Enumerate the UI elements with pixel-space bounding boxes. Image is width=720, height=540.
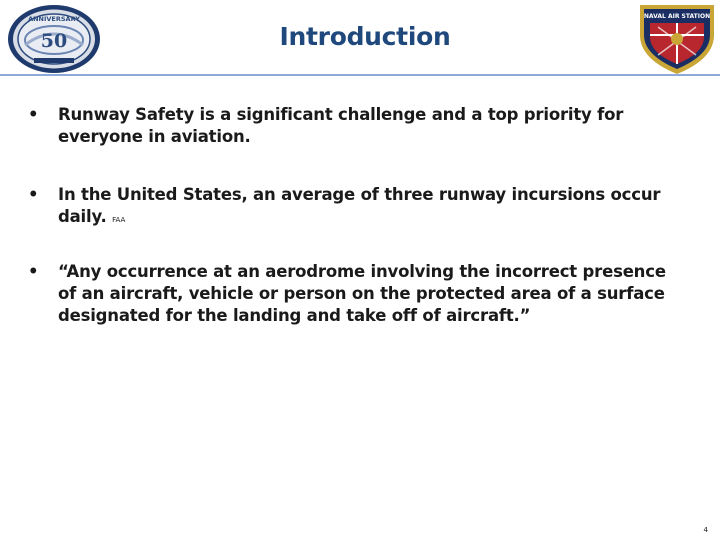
naval-air-station-logo: [636, 3, 718, 75]
bullet-text: In the United States, an average of three runway incursions occur daily.: [58, 185, 661, 226]
bullet-item: [28, 261, 688, 327]
page-title: Introduction: [279, 22, 451, 51]
bullet-text: “Any occurrence at an aerodrome involving the incorrect presence of an aircraft, vehicle or person on the protected area of a surface designated for the landing and take off of aircraft.”: [58, 262, 666, 325]
seal-top-text: ANNIVERSARY: [28, 15, 80, 23]
bullet-list: [28, 104, 688, 327]
naval-air-station-badge-icon: [636, 3, 718, 75]
page-number: 4: [703, 526, 708, 534]
bullet-item: [28, 184, 688, 231]
bullet-item: [28, 104, 688, 148]
header-divider: [0, 74, 720, 76]
bullet-marker: •: [28, 185, 39, 204]
source-citation: FAA: [112, 216, 126, 224]
bullet-marker: •: [28, 105, 39, 124]
seal-number: 50: [40, 30, 68, 52]
bullet-marker: •: [28, 262, 39, 281]
bullet-text: Runway Safety is a significant challenge and a top priority for everyone in aviation.: [58, 105, 624, 146]
badge-text: NAVAL AIR STATION: [643, 13, 711, 20]
